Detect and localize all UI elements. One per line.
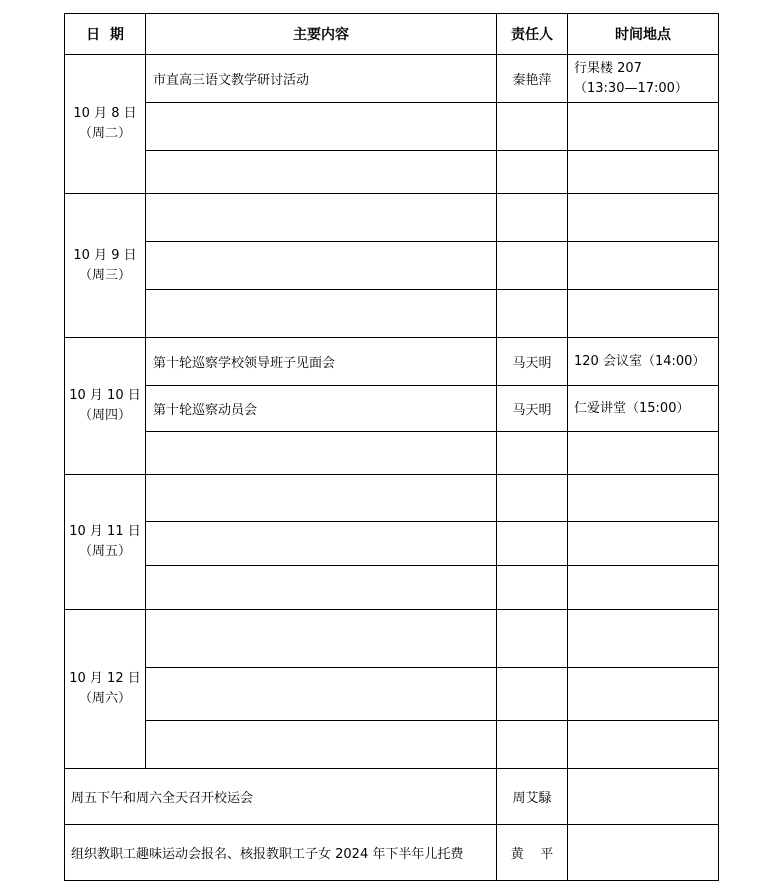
place-cell bbox=[568, 769, 719, 825]
place-line2: （13:30—17:00） bbox=[574, 80, 688, 96]
footer-row bbox=[65, 769, 719, 825]
person-cell bbox=[497, 242, 568, 290]
content-cell: 第十轮巡察学校领导班子见面会 bbox=[146, 338, 497, 386]
date-cell bbox=[65, 55, 146, 194]
footer-content-cell: 周五下午和周六全天召开校运会 bbox=[65, 769, 497, 825]
person-cell bbox=[497, 566, 568, 610]
person-cell bbox=[497, 151, 568, 194]
place-cell bbox=[568, 721, 719, 769]
date-label: 10 月 12 日 bbox=[69, 671, 141, 686]
person-cell bbox=[497, 721, 568, 769]
weekday-label: （周四） bbox=[78, 408, 131, 423]
table-row bbox=[65, 55, 719, 103]
date-label: 10 月 8 日 bbox=[73, 106, 137, 121]
weekday-label: （周二） bbox=[78, 126, 131, 141]
person-cell bbox=[497, 432, 568, 475]
place-cell bbox=[568, 668, 719, 721]
header-date: 日 期 bbox=[65, 14, 146, 55]
content-cell bbox=[146, 290, 497, 338]
person-cell bbox=[497, 610, 568, 668]
weekday-label: （周六） bbox=[78, 691, 131, 706]
table-row bbox=[65, 432, 719, 475]
content-cell bbox=[146, 242, 497, 290]
table-row bbox=[65, 194, 719, 242]
header-place: 时间地点 bbox=[568, 14, 719, 55]
weekday-label: （周三） bbox=[78, 267, 131, 283]
date-label: 10 月 10 日 bbox=[69, 388, 141, 403]
person-cell: 周艾騄 bbox=[497, 769, 568, 825]
table-row bbox=[65, 290, 719, 338]
place-cell bbox=[568, 194, 719, 242]
place-cell bbox=[568, 290, 719, 338]
content-cell bbox=[146, 151, 497, 194]
person-cell bbox=[497, 522, 568, 566]
place-cell bbox=[568, 55, 719, 103]
place-cell bbox=[568, 432, 719, 475]
date-cell bbox=[65, 610, 146, 769]
place-cell: 仁爱讲堂（15:00） bbox=[568, 386, 719, 432]
weekday-label: （周五） bbox=[78, 544, 131, 559]
person-cell: 秦艳萍 bbox=[497, 55, 568, 103]
content-cell bbox=[146, 566, 497, 610]
content-cell bbox=[146, 103, 497, 151]
person-cell: 马天明 bbox=[497, 386, 568, 432]
table-row bbox=[65, 721, 719, 769]
content-cell: 市直高三语文教学研讨活动 bbox=[146, 55, 497, 103]
content-cell bbox=[146, 668, 497, 721]
date-cell bbox=[65, 194, 146, 338]
table-row bbox=[65, 242, 719, 290]
table-row bbox=[65, 668, 719, 721]
place-cell bbox=[568, 825, 719, 881]
person-cell bbox=[497, 103, 568, 151]
content-cell bbox=[146, 522, 497, 566]
person-cell bbox=[497, 475, 568, 522]
place-cell bbox=[568, 242, 719, 290]
footer-content-cell: 组织教职工趣味运动会报名、核报教职工子女 2024 年下半年儿托费 bbox=[65, 825, 497, 881]
table-row bbox=[65, 151, 719, 194]
footer-row bbox=[65, 825, 719, 881]
place-cell bbox=[568, 522, 719, 566]
content-cell: 第十轮巡察动员会 bbox=[146, 386, 497, 432]
content-cell bbox=[146, 194, 497, 242]
place-cell bbox=[568, 151, 719, 194]
header-person: 责任人 bbox=[497, 14, 568, 55]
table-row bbox=[65, 386, 719, 432]
table-row bbox=[65, 475, 719, 522]
place-cell bbox=[568, 566, 719, 610]
date-label: 10 月 11 日 bbox=[69, 524, 141, 539]
table-row bbox=[65, 610, 719, 668]
person-cell: 马天明 bbox=[497, 338, 568, 386]
place-cell bbox=[568, 475, 719, 522]
place-cell bbox=[568, 610, 719, 668]
table-row bbox=[65, 566, 719, 610]
date-cell bbox=[65, 338, 146, 475]
table-row bbox=[65, 103, 719, 151]
table-row bbox=[65, 338, 719, 386]
header-row bbox=[65, 14, 719, 55]
content-cell bbox=[146, 721, 497, 769]
person-cell bbox=[497, 290, 568, 338]
schedule-table bbox=[64, 13, 719, 881]
date-label: 10 月 9 日 bbox=[73, 247, 137, 263]
place-cell: 120 会议室（14:00） bbox=[568, 338, 719, 386]
place-line1: 行果楼 207 bbox=[574, 60, 642, 76]
header-content: 主要内容 bbox=[146, 14, 497, 55]
place-cell bbox=[568, 103, 719, 151]
content-cell bbox=[146, 610, 497, 668]
person-cell bbox=[497, 668, 568, 721]
content-cell bbox=[146, 432, 497, 475]
person-cell: 黄 平 bbox=[497, 825, 568, 881]
table-row bbox=[65, 522, 719, 566]
content-cell bbox=[146, 475, 497, 522]
date-cell bbox=[65, 475, 146, 610]
person-cell bbox=[497, 194, 568, 242]
